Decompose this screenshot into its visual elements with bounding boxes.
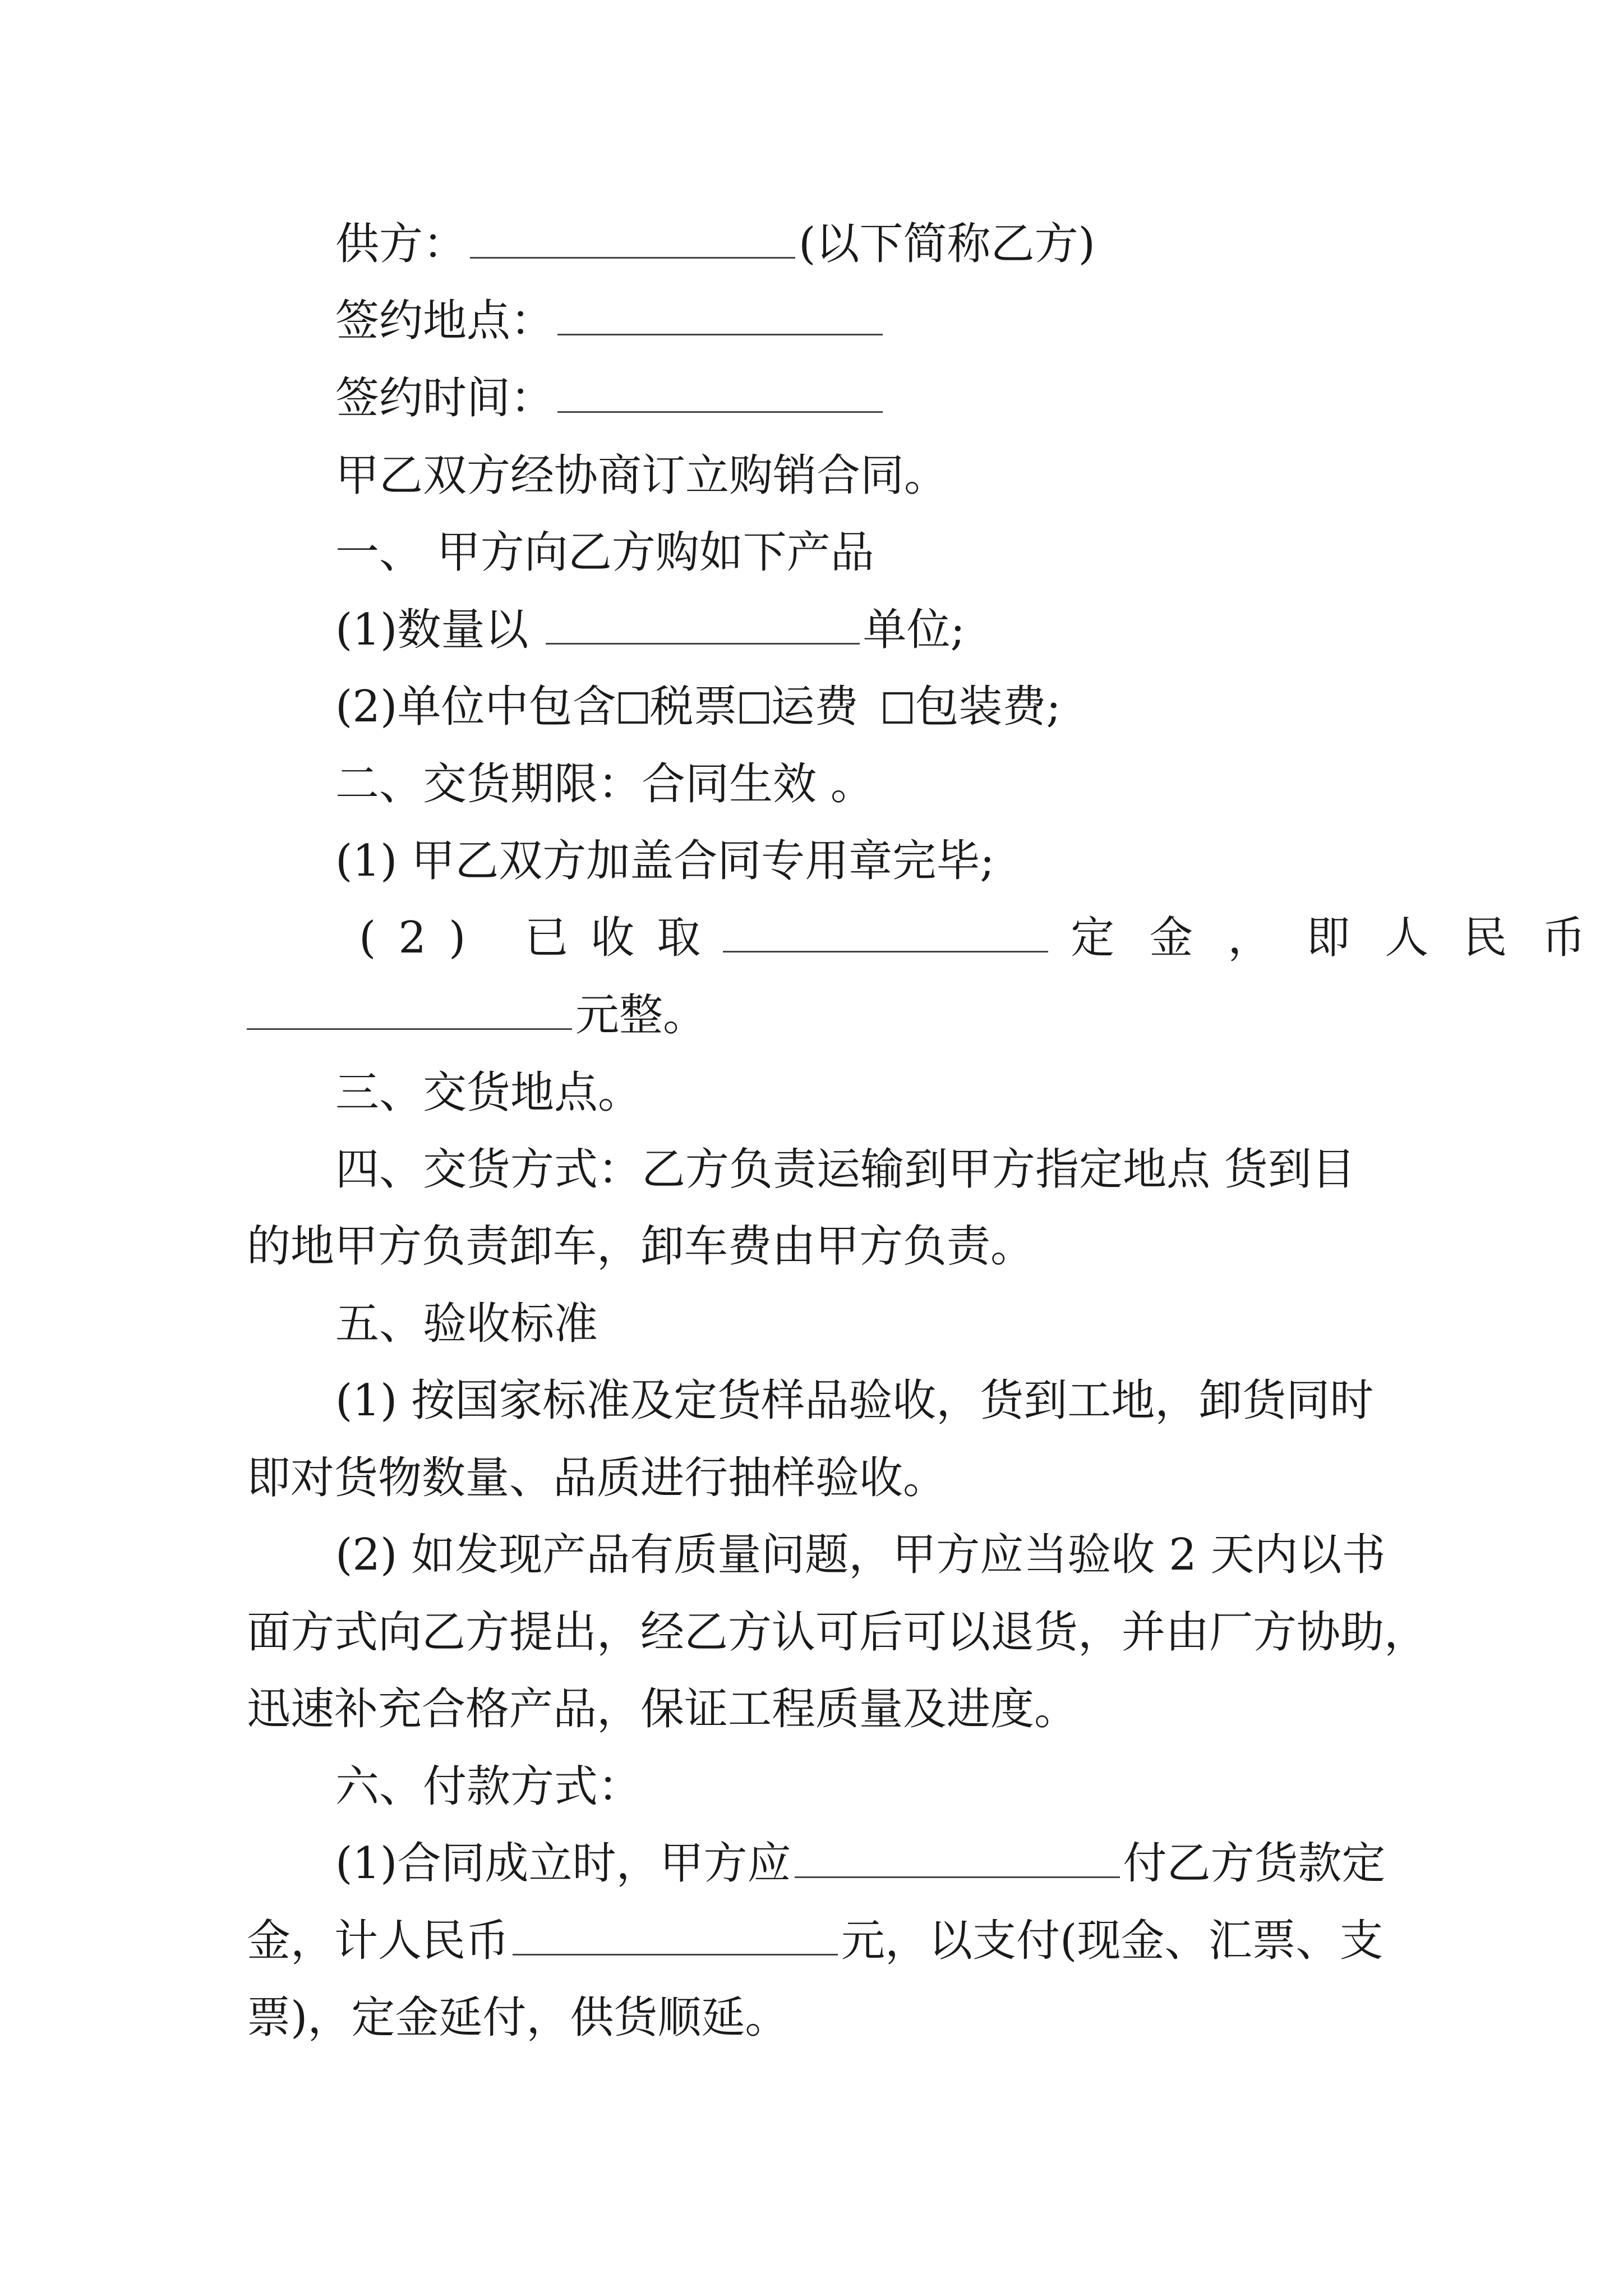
quantity-prefix: (1)数量以: [335, 605, 529, 655]
rmb-amount-blank: [247, 989, 572, 1030]
section-4-line-1: 四、交货方式：乙方负责运输到甲方指定地点 货到目: [335, 1144, 1355, 1195]
deposit-blank: [723, 912, 1048, 953]
section-6-item-1-line-2: [247, 1913, 1383, 1969]
freight-checkbox[interactable]: [740, 692, 769, 724]
section-4-line-2: 的地甲方负责卸车，卸车费由甲方负责。: [247, 1221, 1035, 1272]
supplier-label: 供方：: [335, 219, 467, 269]
signing-place-blank: [557, 295, 883, 335]
deposit-rmb-prefix: 金，计人民币: [247, 1916, 510, 1966]
section-5-item-2-line-1: (2) 如发现产品有质量问题，甲方应当验收 2 天内以书: [335, 1530, 1386, 1580]
section-6-title: 六、付款方式：: [335, 1761, 642, 1812]
deposit-rmb-suffix: 元，以支付(现金、汇票、支: [841, 1916, 1384, 1966]
payment-prefix: (1)合同成立时，甲方应: [335, 1838, 791, 1889]
deposit-rmb-blank: [513, 1915, 838, 1955]
section-6-item-1-line-1: [335, 1835, 1386, 1892]
deposit-middle: 定金，即人民币: [1071, 913, 1621, 963]
payment-suffix: 付乙方货款定: [1123, 1838, 1386, 1889]
signing-time-line: [335, 370, 886, 426]
section-2-item-2-line-1: [359, 910, 1620, 966]
signing-place-line: [335, 293, 886, 349]
freight-option-label: 运费: [771, 682, 873, 732]
section-5-item-1-line-1: (1) 按国家标准及定货样品验收，货到工地，卸货同时: [335, 1375, 1374, 1426]
section-2-title: 二、交货期限：合同生效 。: [335, 759, 874, 809]
section-1-title: 一、 甲方向乙方购如下产品: [335, 527, 874, 578]
tax-checkbox[interactable]: [619, 692, 648, 724]
unit-includes-prefix: (2)单位中包含: [335, 682, 616, 732]
section-5-item-2-line-3: 迅速补充合格产品，保证工程质量及进度。: [247, 1684, 1078, 1734]
supplier-line: [335, 216, 1095, 272]
section-2-item-1: (1) 甲乙双方加盖合同专用章完毕;: [335, 836, 995, 886]
quantity-blank: [546, 604, 860, 645]
quantity-suffix: 单位;: [863, 605, 965, 655]
packaging-checkbox[interactable]: [883, 692, 912, 724]
section-1-item-2: [335, 679, 1061, 735]
section-1-item-1: [335, 602, 965, 658]
tax-option-label: 税票: [649, 682, 737, 732]
section-5-item-2-line-2: 面方式向乙方提出，经乙方认可后可以退货，并由厂方协助，: [247, 1607, 1428, 1658]
signing-time-blank: [557, 372, 883, 413]
supplier-blank: [470, 218, 795, 259]
intro-line: 甲乙双方经协商订立购销合同。: [335, 450, 948, 501]
section-3-title: 三、交货地点。: [335, 1068, 642, 1118]
section-5-title: 五、验收标准: [335, 1299, 598, 1349]
section-6-item-1-line-3: 票)，定金延付，供货顺延。: [247, 1993, 789, 2043]
signing-time-label: 签约时间：: [335, 373, 555, 424]
supplier-suffix: (以下简称乙方): [799, 219, 1095, 269]
deposit-prefix: (2) 已收取: [359, 913, 723, 963]
signing-place-label: 签约地点：: [335, 296, 555, 346]
section-2-item-2-line-2: [247, 987, 707, 1043]
rmb-amount-suffix: 元整。: [575, 990, 707, 1041]
packaging-option-label: 包装费;: [915, 682, 1061, 732]
section-5-item-1-line-2: 即对货物数量、品质进行抽样验收。: [247, 1453, 947, 1503]
payment-timing-blank: [795, 1837, 1120, 1878]
